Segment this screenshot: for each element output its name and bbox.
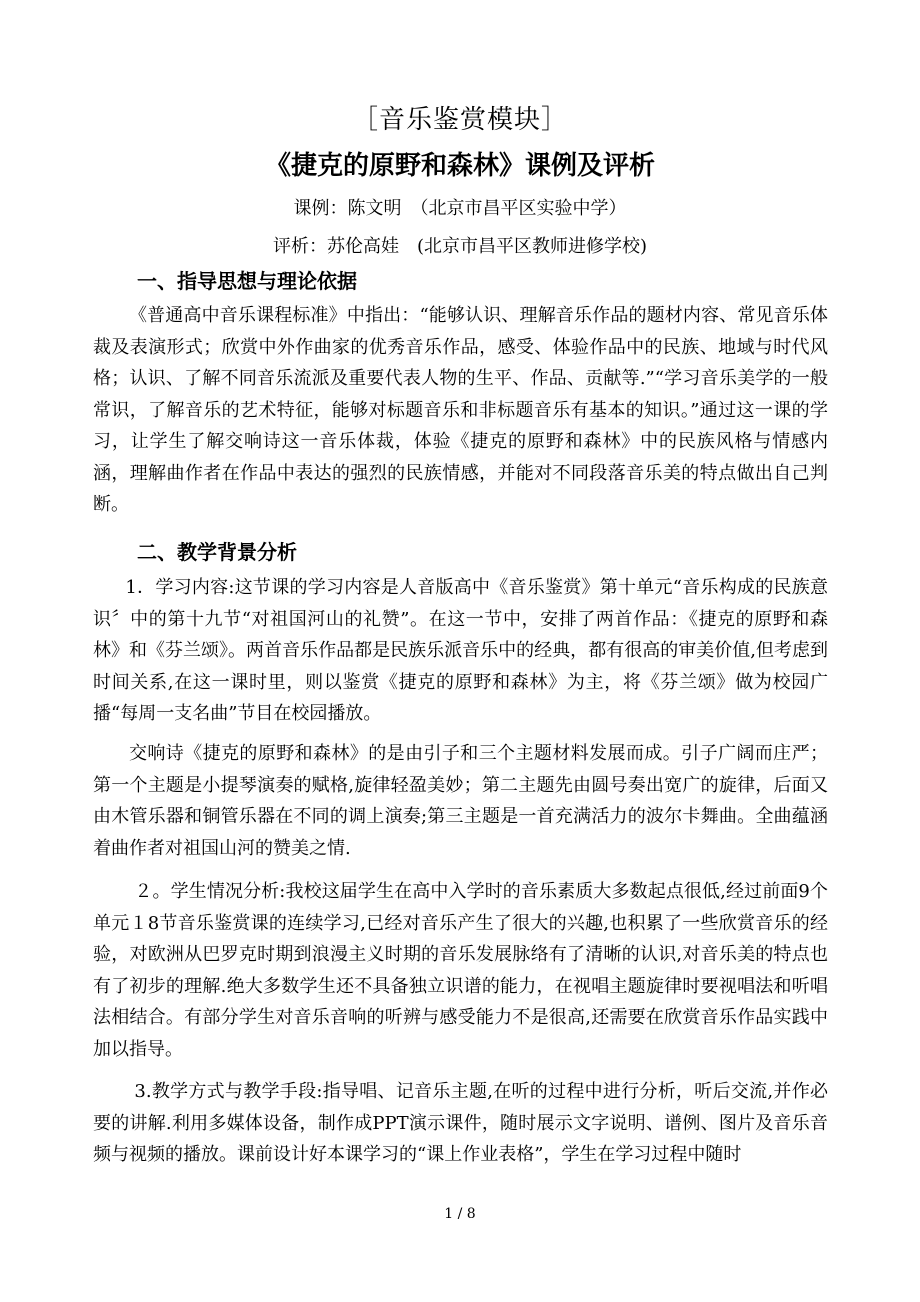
paragraph-teaching-methods: 3.教学方式与教学手段:指导唱、记音乐主题,在听的过程中进行分析，听后交流,并作必要的讲解.利用多媒体设备，制作成PPT演示课件，随时展示文字说明、谱例、图片及音乐音频与视频的播放。课前设计好本课学习的“课上作业表格”，学生在学习过程中随时: [93, 1081, 828, 1165]
byline-lesson: 课例：陈文明 （北京市昌平区实验中学）: [293, 198, 627, 219]
section-heading-background: 二、教学背景分析: [137, 540, 297, 564]
main-title: 《捷克的原野和森林》课例及评析: [264, 151, 655, 181]
section-heading-guiding-ideas: 一、指导思想与理论依据: [137, 269, 357, 293]
paragraph-learning-content: 1．学习内容:这节课的学习内容是人音版高中《音乐鉴赏》第十单元“音乐构成的民族意识〞中的第十九节“对祖国河山的礼赞”。在这一节中，安排了两首作品：《捷克的原野和森林》和《芬兰颂》。两首音乐作品都是民族乐派音乐中的经典，都有很高的审美价值,但考虑到时间关系,在这一课时里，则以鉴赏《捷克的原野和森林》为主，将《芬兰颂》做为校园广播“每周一支名曲”节目在校园播放。: [93, 577, 828, 724]
paragraph-guiding-ideas: 《普通高中音乐课程标准》中指出：“能够认识、理解音乐作品的题材内容、常见音乐体裁及表演形式；欣赏中外作曲家的优秀音乐作品，感受、体验作品中的民族、地域与时代风格；认识、了解不同音乐流派及重要代表人物的生平、作品、贡献等.”“学习音乐美学的一般常识，了解音乐的艺术特征，能够对标题音乐和非标题音乐有基本的知识。”通过这一课的学习，让学生了解交响诗这一音乐体裁，体验《捷克的原野和森林》中的民族风格与情感内涵，理解曲作者在作品中表达的强烈的民族情感，并能对不同段落音乐美的特点做出自己判断。: [93, 305, 828, 515]
paragraph-symphonic-poem: 交响诗《捷克的原野和森林》的是由引子和三个主题材料发展而成。引子广阔而庄严；第一个主题是小提琴演奏的赋格,旋律轻盈美妙；第二主题先由圆号奏出宽广的旋律，后面又由木管乐器和铜管乐器在不同的调上演奏;第三主题是一首充满活力的波尔卡舞曲。全曲蕴涵着曲作者对祖国山河的赞美之情.: [93, 743, 828, 859]
module-title: ［音乐鉴赏模块］: [351, 105, 568, 135]
paragraph-student-analysis: ２。学生情况分析:我校这届学生在高中入学时的音乐素质大多数起点很低,经过前面9个单元１8节音乐鉴赏课的连续学习,已经对音乐产生了很大的兴趣,也积累了一些欣赏音乐的经验，对欧洲从巴罗克时期到浪漫主义时期的音乐发展脉络有了清晰的认识,对音乐美的特点也有了初步的理解.绝大多数学生还不具备独立识谱的能力，在视唱主题旋律时要视唱法和听唱法相结合。有部分学生对音乐音响的听辨与感受能力不是很高,还需要在欣赏音乐作品实践中加以指导。: [93, 881, 828, 1060]
byline-review: 评析：苏伦高娃 (北京市昌平区教师进修学校): [272, 236, 648, 257]
page-number: 1 / 8: [444, 1206, 476, 1222]
